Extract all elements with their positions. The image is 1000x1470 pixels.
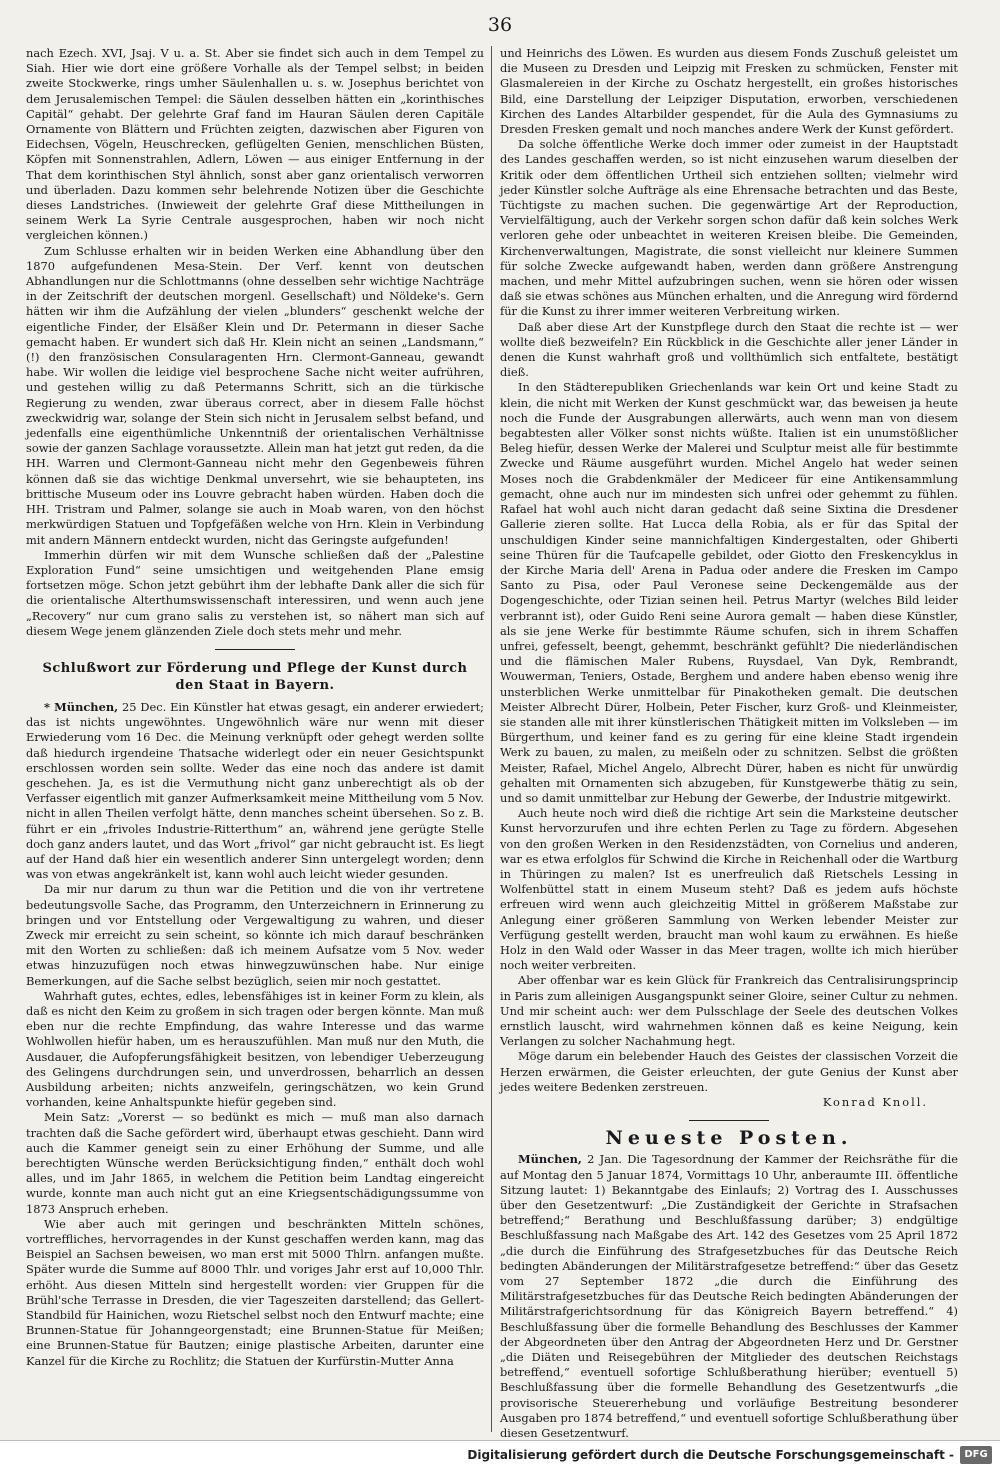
separator-rule xyxy=(689,1120,769,1121)
paragraph: Wahrhaft gutes, echtes, edles, lebensfähiges ist in keiner Form zu klein, als daß es nicht den Keim zu großem in sich tragen oder bergen könnte. Man muß eben nur die rechte Empfindung, das wahre Interesse und das warme Wohlwollen hiefür haben, um es herauszufühlen. Man muß nur den Muth, die Ausdauer, die Aufopferungsfähigkeit besitzen, von lebendiger Ueberzeugung des Gelingens durchdrungen sein, und unverdrossen, beharrlich an dessen Ausbildung arbeiten; nichts anzweifeln, geringschätzen, wo kein Grund vorhanden, keine Anhaltspunkte hiefür gegeben sind. xyxy=(26,988,484,1110)
right-column xyxy=(500,46,958,1441)
paragraph: Möge darum ein belebender Hauch des Geistes der classischen Vorzeit die Herzen erwärmen, die Geister erleuchten, der gute Genius der Kunst aber jedes weitere Bedenken zerstreuen. xyxy=(500,1049,958,1094)
paragraph xyxy=(500,1152,958,1441)
dfg-logo-icon: DFG xyxy=(960,1446,992,1464)
paragraph xyxy=(26,700,484,882)
paragraph: Wie aber auch mit geringen und beschränkten Mitteln schönes, vortreffliches, hervorragendes in der Kunst geschaffen werden kann, mag das Beispiel an Sachsen beweisen, wo man erst mit 5000 Thlrn. anfangen mußte. Später wurde die Summe auf 8000 Thlr. und voriges Jahr erst auf 10,000 Thlr. erhöht. Aus diesen Mitteln sind hergestellt worden: vier Gruppen für die Brühl'sche Terrasse in Dresden, die vier Tageszeiten darstellend; das Gellert-Standbild für Hainichen, wozu Rietschel selbst noch den Entwurf machte; eine Brunnen-Statue für Johanngeorgenstadt; eine Brunnen-Statue für Meißen; eine Brunnen-Statue für Bautzen; einige plastische Arbeiten, darunter eine Kanzel für die Kirche zu Rochlitz; die Statuen der Kurfürstin-Mutter Anna xyxy=(26,1216,484,1368)
paragraph: Aber offenbar war es kein Glück für Frankreich das Centralisirungsprincip in Paris zum alleinigen Ausgangspunkt seiner Gloire, seiner Cultur zu nehmen. Und mir scheint auch: wer dem Pulsschlage der Seele des deutschen Volkes ernstlich lauscht, wird wahrnehmen können daß es keine Neigung, kein Verlangen zu solcher Nachahmung hegt. xyxy=(500,973,958,1049)
footer-credit: Digitalisierung gefördert durch die Deutsche Forschungsgemeinschaft - xyxy=(467,1448,954,1462)
dateline: * München, xyxy=(44,699,119,714)
paragraph: Mein Satz: „Vorerst — so bedünkt es mich — muß man also darnach trachten daß die Sache gefördert wird, überhaupt etwas geschieht. Dann wird auch die Kammer geneigt sein zu einer Erhöhung der Summe, und alle berechtigten Wünsche werden Berücksichtigung finden,“ enthält doch wohl alles, und im Jahr 1865, in welchem die Petition beim Landtag eingereicht wurde, konnte man auch nicht gut an eine Kriegsentschädigungssumme von 1873 Anspruch erheben. xyxy=(26,1110,484,1216)
paragraph: nach Ezech. XVI, Jsaj. V u. a. St. Aber sie findet sich auch in dem Tempel zu Siah. Hier wie dort eine größere Vorhalle als der Tempel selbst; in beiden zweite Stockwerke, rings umher Säulenhallen u. s. w. Josephus berichtet von dem Jerusalemischen Tempel: die Säulen desselben hätten ein „korinthisches Capitäl“ gehabt. Der gelehrte Graf fand im Hauran Säulen deren Capitäle Ornamente von Blättern und Früchten zeigten, dazwischen aber Figuren von Eidechsen, Vögeln, Heuschrecken, geflügelten Genien, menschlichen Büsten, Köpfen mit Sonnenstrahlen, Adlern, Löwen — aus einiger Entfernung in der That dem korinthischen Styl ähnlich, sonst aber ganz orientalisch verworren und überladen. Dazu kommen sehr belehrende Notizen über die Geschichte dieses Landstriches. (Inwieweit der gelehrte Graf diese Mittheilungen in seinem Werk La Syrie Centrale ausgesprochen, haben wir noch nicht vergleichen können.) xyxy=(26,46,484,243)
page-number: 36 xyxy=(487,14,513,36)
paragraph: Da mir nur darum zu thun war die Petition und die von ihr vertretene bedeutungsvolle Sache, das Programm, den Unterzeichnern in Erinnerung zu bringen und vor Entstellung oder Vergewaltigung zu wahren, und dieser Zweck mir erreicht zu sein scheint, so könnte ich mich darauf beschränken mit den Worten zu schließen: daß ich meinem Aufsatze vom 5 Nov. weder etwas hinzuzufügen noch etwas hinwegzuwünschen habe. Nur einige Bemerkungen, auf die Sache selbst bezüglich, seien mir noch gestattet. xyxy=(26,882,484,988)
column-divider xyxy=(491,46,492,1432)
paragraph-text: 2 Jan. Die Tagesordnung der Kammer der Reichsräthe für die auf Montag den 5 Januar 1874, Vormittags 10 Uhr, anberaumte III. öffentliche Sitzung lautet: 1) Bekanntgabe des Einlaufs; 2) Vortrag des I. Ausschusses über den Gesetzentwurf: „Die Zuständigkeit der Gerichte in Strafsachen betreffend;“ Berathung und Beschlußfassung darüber; 3) endgültige Beschlußfassung nach Maßgabe des Art. 142 des Gesetzes vom 25 April 1872 „die durch die Einführung des Strafgesetzbuches für das Deutsche Reich bedingten Abänderungen der Militärstrafgesetze betreffend:“ über das Gesetz vom 27 September 1872 „die durch die Einführung des Militärstrafgesetzbuches für das Deutsche Reich bedingten Abänderungen der Militärstrafgerichtsordnung für das Königreich Bayern betreffend.“ 4) Beschlußfassung über die formelle Behandlung des Beschlusses der Kammer der Abgeordneten über den Antrag der Abgeordneten Herz und Dr. Gerstner „die Diäten und Reisegebühren der Mitglieder des deutschen Reichstags betreffend,“ eventuell sofortige Schlußberathung hierüber; eventuell 5) Beschlußfassung über die formelle Behandlung des Gesetzentwurfs „die provisorische Steuererhebung und vorläufige Bestreitung besonderer Ausgaben pro 1874 betreffend,“ und eventuell sofortige Schlußberathung über diesen Gesetzentwurf. xyxy=(500,1152,958,1441)
footer-bar xyxy=(0,1440,1000,1470)
paragraph: Daß aber diese Art der Kunstpflege durch den Staat die rechte ist — wer wollte dieß bezweifeln? Ein Rückblick in die Geschichte aller jener Länder in denen die Kunst wahrhaft groß und vollthümlich sich entfaltete, bestätigt dieß. xyxy=(500,319,958,380)
paragraph: und Heinrichs des Löwen. Es wurden aus diesem Fonds Zuschuß geleistet um die Museen zu Dresden und Leipzig mit Fresken zu schmücken, Fenster mit Glasmalereien in der Kirche zu Oschatz hergestellt, ein großes historisches Bild, eine Darstellung der Leipziger Disputation, erworben, verschiedenen Kirchen des Landes Altarbilder gespendet, für die Aula des Gymnasiums zu Dresden Fresken gemalt und noch manches andere Werk der Kunst gefördert. xyxy=(500,46,958,137)
author-signature: Konrad Knoll. xyxy=(822,1095,928,1110)
separator-rule xyxy=(215,649,295,650)
paragraph-text: 25 Dec. Ein Künstler hat etwas gesagt, ein anderer erwiedert; das ist nichts ungewöhntes. Ungewöhnlich wäre nur wenn mit dieser Erwiederung vom 16 Dec. die Meinung verknüpft oder gehegt werden sollte daß hiedurch irgendeine Thatsache widerlegt oder ein neuer Gesichtspunkt erschlossen worden sein sollte. Weder das eine noch das andere ist damit geschehen. Ja, es ist die Vermuthung nicht ganz unberechtigt als ob der Verfasser eigentlich mit ganzer Aufmerksamkeit meine Mittheilung vom 5 Nov. nicht in allen Theilen verfolgt hätte, denn manches scheint übersehen. So z. B. führt er ein „frivoles Industrie-Ritterthum“ an, während jene gerügte Stelle doch ganz anders lautet, und das Wort „frivol“ gar nicht gebraucht ist. Es liegt auf der Hand daß hier ein wesentlich anderer Sinn untergelegt worden; denn was von etwas angekränkelt ist, kann wohl auch leicht wieder gesunden. xyxy=(26,699,485,882)
paragraph: Immerhin dürfen wir mit dem Wunsche schließen daß der „Palestine Exploration Fund“ seine umsichtigen und weitgehenden Plane emsig fortsetzen möge. Schon jetzt gebührt ihm der lebhafte Dank aller die sich für die orientalische Alterthumswissenschaft interessiren, und wenn auch jene „Recovery“ nur cum grano salis zu verstehen ist, so nähert man sich auf diesem Wege jenem glänzenden Ziele doch stets mehr und mehr. xyxy=(26,547,484,638)
dateline: München, xyxy=(518,1152,582,1167)
section-heading: Neueste Posten. xyxy=(605,1127,853,1150)
paragraph: In den Städterepubliken Griechenlands war kein Ort und keine Stadt zu klein, die nicht mit Werken der Kunst geschmückt war, das beweisen ja heute noch die Funde der Ausgrabungen allerwärts, auch wenn man von diesem begabtesten aller Völker sonst nichts wüßte. Italien ist ein unumstößlicher Beleg hiefür, dessen Werke der Malerei und Sculptur meist alle für bestimmte Zwecke und Räume ausgeführt wurden. Michel Angelo hat weder seinen Moses noch die Grabdenkmäler der Mediceer für eine Antikensammlung gemacht, ohne auch nur im mindesten sich unfrei oder gehemmt zu fühlen. Rafael hat wohl auch nicht daran gedacht daß seine Sixtina die Dresdener Gallerie zieren sollte. Hat Lucca della Robia, als er für das Spital der unschuldigen Kinder seine mannichfaltigen Kindergestalten, oder Ghiberti seine Thüren für die Taufcapelle gebildet, oder Giotto den Freskencyklus in der Kirche Maria dell' Arena in Padua oder andere die Fresken im Campo Santo zu Pisa, oder Paul Veronese seine Deckengemälde aus der Dogengeschichte, oder Tizian seinen heil. Petrus Martyr (welches Bild leider verbrannt ist), oder Guido Reni seine Aurora gemalt — haben diese Künstler, als sie jene Werke für bestimmte Räume schufen, sich in ihrem Schaffen unfrei, gefesselt, beengt, gehemmt, beschränkt gefühlt? Die niederländischen und die flämischen Maler Rubens, Ruysdael, Van Dyk, Rembrandt, Wouwerman, Teniers, Ostade, Berghem und andere haben ebenso wenig ihre unsterblichen Werke unmittelbar für Pinakotheken gemalt. Die deutschen Meister Albrecht Dürer, Holbein, Peter Fischer, kurz Groß- und Kleinmeister, sie standen alle mit ihrer künstlerischen Thätigkeit mitten im Volksleben — im Bürgerthum, und keiner fand es zu gering für eine kleine Stadt irgendein Werk zu bauen, zu malen, zu meißeln oder zu schnitzen. Selbst die größten Meister, Rafael, Michel Angelo, Albrecht Dürer, haben es nicht für unwürdig gehalten mit Ornamenten sich abzugeben, für Kunstgewerbe thätig zu sein, und so damit unmittelbar zur Hebung der Gewerbe, der Industrie mitgewirkt. xyxy=(500,380,958,805)
article-heading: Schlußwort zur Förderung und Pflege der Kunst durch den Staat in Bayern. xyxy=(42,660,468,693)
paragraph: Da solche öffentliche Werke doch immer oder zumeist in der Hauptstadt des Landes geschaffen werden, so ist nicht einzusehen warum dieselben der Kritik oder dem öffentlichen Urtheil sich entziehen sollten; vielmehr wird jeder Künstler solche Aufträge als eine Ehrensache betrachten und das Beste, Tüchtigste zu machen suchen. Die gegenwärtige Art der Reproduction, Vervielfältigung, auch der Verkehr sorgen schon dafür daß kein solches Werk verloren gehe oder unbeachtet in weiteren Kreisen bleibe. Die Gemeinden, Kirchenverwaltungen, Magistrate, die sonst vielleicht nur kleinere Summen für solche Zwecke aufgewandt haben, werden dann größere Anstrengung machen, und mehr Mittel aufzubringen suchen, wenn sie hören oder wissen daß sie etwas schönes aus München erhalten, und die Anregung wird fördernd für die Kunst zu ihrer immer weiteren Verbreitung wirken. xyxy=(500,137,958,319)
paragraph: Zum Schlusse erhalten wir in beiden Werken eine Abhandlung über den 1870 aufgefundenen Mesa-Stein. Der Verf. kennt von deutschen Abhandlungen nur die Schlottmanns (ohne desselben sehr wichtige Nachträge in der Zeitschrift der deutschen morgenl. Gesellschaft) und Nöldeke's. Gern hätten wir ihm die Aufzählung der vielen „blunders“ geschenkt welche der eigentliche Finder, der Elsäßer Klein und Dr. Petermann in dieser Sache gemacht haben. Er wundert sich daß Hr. Klein nicht an seinen „Landsmann,“ (!) den französischen Consularagenten Hrn. Clermont-Ganneau, gewandt habe. Wir wollen die leidige viel besprochene Sache nicht weiter aufrühren, und gestehen willig zu daß Petermanns Schritt, sich an die türkische Regierung zu wenden, zwar überaus correct, aber in diesem Falle höchst zweckwidrig war, solange der Stein sich nicht in Jerusalem selbst befand, und jedenfalls eine eigenthümliche Unkenntniß der orientalischen Verhältnisse sowie der ganzen Sachlage voraussetzte. Allein man hat jetzt gut reden, da die HH. Warren und Clermont-Ganneau nicht mehr den Gegenbeweis führen können daß sie das wichtige Denkmal unversehrt, wie sie behaupteten, ins brittische Museum oder ins Louvre gebracht haben würden. Haben doch die HH. Tristram und Palmer, solange sie auch in Moab waren, von den höchst merkwürdigen Statuen und Topfgefäßen welche von Hrn. Klein in Verbindung mit andern Männern entdeckt wurden, nicht das Geringste aufgefunden! xyxy=(26,243,484,547)
paragraph: Auch heute noch wird dieß die richtige Art sein die Marksteine deutscher Kunst hervorzurufen und ihre echten Perlen zu Tage zu fördern. Abgesehen von den großen Werken in den Residenzstädten, von Cornelius und anderen, war es etwa erfolglos für Schwind die Kirche in Reichenhall oder die Wartburg in Thüringen zu malen? Ist es unerfreulich daß Rietschels Lessing in Wolfenbüttel statt in einem Museum steht? Daß es jedem aufs höchste erfreuen wird wenn auch gleichzeitig Mittel in größerem Maßstabe zur Anlegung einer größeren Sammlung von Werken lebender Meister zur Verfügung gestellt werden, braucht man wohl kaum zu erwähnen. Es hieße Holz in den Wald oder Wasser in das Meer tragen, wollte ich mich hierüber noch weiter verbreiten. xyxy=(500,806,958,973)
left-column xyxy=(26,46,484,1432)
